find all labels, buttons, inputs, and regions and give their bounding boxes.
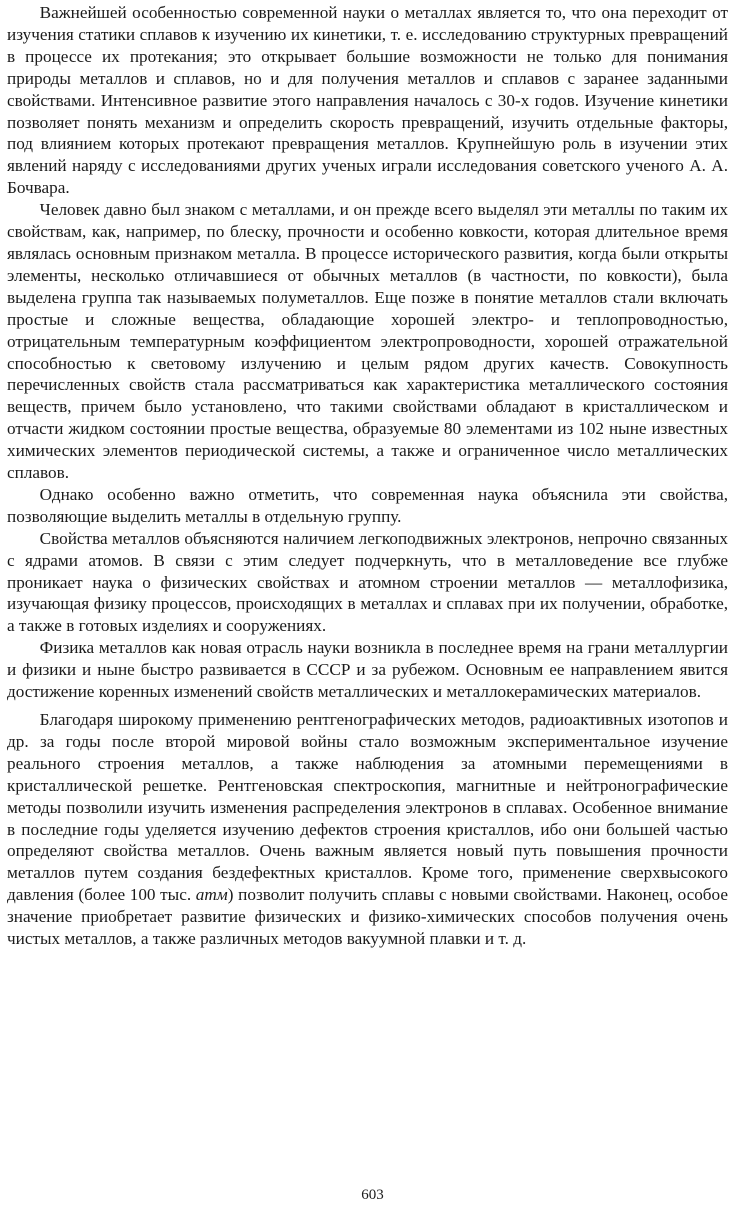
paragraph-modern-science-explained: Однако особенно важно отметить, что современная наука объяснила эти свойства, позволяющие выделить металлы в отдельную группу. <box>7 484 728 526</box>
paragraph-metal-science-kinetics: Важнейшей особенностью современной науки о металлах является то, что она переходит от изучения статики сплавов к изучению их кинетики, т. е. исследованию структурных превращений в процессе их протекания; это открывает большие возможности не только для понимания природы металлов и сплавов, но и для получения металлов и сплавов с заранее заданными свойствами. Интенсивное развитие этого направления началось с 30-х годов. Изучение кинетики позволяет понять механизм и определить скорость превращений, изучить отдельные факторы, под влиянием которых протекают превращения металлов. Крупнейшую роль в изучении этих явлений наряду с исследованиями других ученых играли исследования советского ученого А. А. Бочвара. <box>7 3 728 198</box>
paragraph-electrons-metallophysics: Свойства металлов объясняются наличием легкоподвижных электронов, непрочно связанных с ядрами атомов. В связи с этим следует подчеркнуть, что в металловедение все глубже проникает наука о физических свойствах и атомном строении металлов — металлофизика, изучающая физику процессов, происходящих в металлах и сплавах при их получении, обработке, а также в готовых изделиях и сооружениях. <box>7 528 728 636</box>
paragraph-metal-properties-history: Человек давно был знаком с металлами, и он прежде всего выделял эти металлы по таким их свойствам, как, например, по блеску, прочности и особенно ковкости, которая длительное время являлась основным признаком металла. В процессе исторического развития, когда были открыты элементы, несколько отличавшиеся от обычных металлов (в частности, по ковкости), была выделена группа так называемых полуметаллов. Еще позже в понятие металлов стали включать простые и сложные вещества, обладающие хорошей электро- и теплопроводностью, отрицательным температурным коэффициентом электропроводности, хорошей отражательной способностью к световому излучению и целым рядом других качеств. Совокупность перечисленных свойств стала рассматриваться как характеристика металлического состояния веществ, причем было установлено, что такими свойствами обладают в кристаллическом и отчасти жидком состоянии простые вещества, образуемые 80 элементами из 102 ныне известных химических элементов периодической системы, а также и ограниченное число металлических сплавов. <box>7 200 728 483</box>
paragraph-physics-of-metals: Физика металлов как новая отрасль науки возникла в последнее время на грани металлургии и физики и ныне быстро развивается в СССР и за рубежом. Основным ее направлением явится достижение коренных изменений свойств металлических и металлокерамических материалов. <box>7 638 728 702</box>
book-page <box>7 2 728 950</box>
paragraph-research-methods: Благодаря широкому применению рентгенографических методов, радиоактивных изотопов и др. за годы после второй мировой войны стало возможным экспериментальное изучение реального строения металлов, а также наблюдения за атомными перемещениями в кристаллической решетке. Рентгеновская спектроскопия, магнитные и нейтронографические методы позволили изучить изменения распределения электронов в сплавах. Особенное внимание в последние годы уделяется изучению дефектов строения кристаллов, ибо они большей частью определяют свойства металлов. Очень важным является новый путь повышения прочности металлов путем создания бездефектных кристаллов. Кроме того, применение сверхвысокого давления (более 100 тыс. атм) позволит получить сплавы с новыми свойствами. Наконец, особое значение приобретает развитие физических и физико-химических способов получения очень чистых металлов, а также различных методов вакуумной плавки и т. д. <box>7 710 728 949</box>
page-number: 603 <box>361 1187 384 1203</box>
unit-atm: атм <box>195 885 228 905</box>
